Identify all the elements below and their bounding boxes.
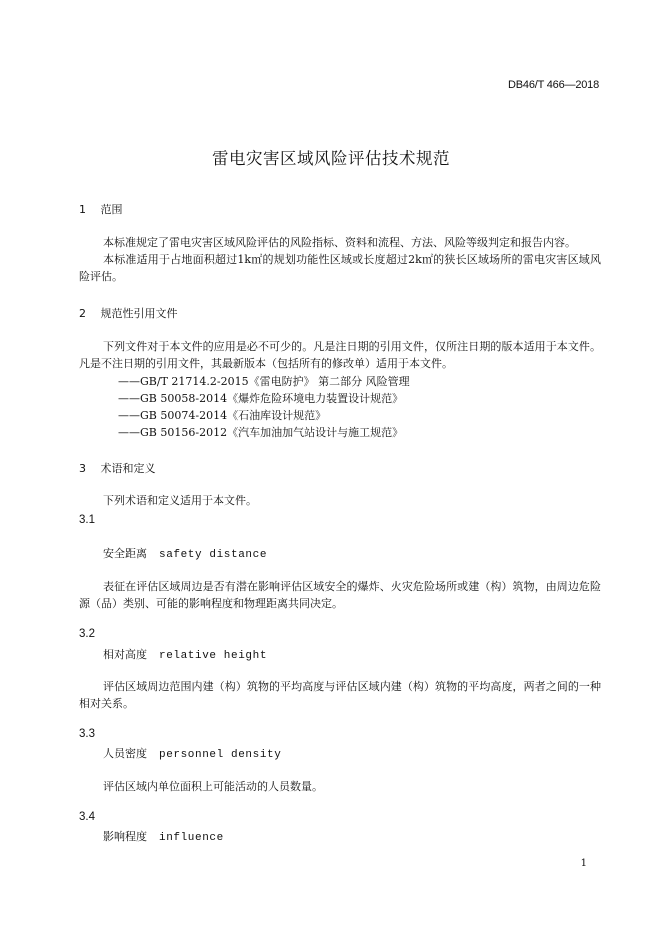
reference-item: ——GB/T 21714.2-2015《雷电防护》 第二部分 风险管理 [118, 375, 410, 388]
term-title [103, 745, 281, 761]
section-1-paragraph-2: 本标准适用于占地面积超过1k㎡的规划功能性区域或长度超过2k㎡的狭长区域场所的雷电灾害区域风险评估。 [79, 253, 601, 284]
section-title: 规范性引用文件 [100, 307, 178, 320]
term-definition: 评估区域内单位面积上可能活动的人员数量。 [103, 780, 323, 793]
section-2-heading [79, 305, 178, 321]
section-1-heading [79, 201, 123, 217]
section-number: 3 [79, 462, 86, 475]
term-chinese: 安全距离 [103, 547, 147, 560]
term-number: 3.2 [79, 628, 95, 640]
term-title [103, 646, 267, 662]
term-chinese: 影响程度 [103, 830, 147, 843]
term-english: personnel density [159, 749, 282, 761]
document-code: DB46/T 466—2018 [508, 79, 599, 91]
section-title: 范围 [100, 203, 123, 216]
term-definition: 评估区域周边范围内建（构）筑物的平均高度与评估区域内建（构）筑物的平均高度，两者之间的一种相对关系。 [79, 680, 601, 711]
reference-item: ——GB 50074-2014《石油库设计规范》 [118, 409, 327, 422]
term-number: 3.4 [79, 811, 95, 823]
term-definition: 表征在评估区域周边是否有潜在影响评估区域安全的爆炸、火灾危险场所或建（构）筑物，由周边危险源（品）类别、可能的影响程度和物理距离共同决定。 [79, 580, 601, 611]
term-chinese: 相对高度 [103, 648, 147, 661]
section-2-paragraph-1: 下列文件对于本文件的应用是必不可少的。凡是注日期的引用文件，仅所注日期的版本适用于本文件。凡是不注日期的引用文件，其最新版本（包括所有的修改单）适用于本文件。 [79, 340, 601, 371]
section-1-paragraph-1: 本标准规定了雷电灾害区域风险评估的风险指标、资料和流程、方法、风险等级判定和报告内容。 [103, 236, 576, 249]
section-number: 1 [79, 203, 86, 216]
reference-item: ——GB 50058-2014《爆炸危险环境电力装置设计规范》 [118, 392, 404, 405]
term-english: influence [159, 832, 224, 844]
term-number: 3.3 [79, 728, 95, 740]
document-title: 雷电灾害区域风险评估技术规范 [212, 149, 450, 168]
term-english: safety distance [159, 549, 268, 561]
term-title [103, 545, 267, 561]
section-3-heading [79, 460, 156, 476]
section-3-intro: 下列术语和定义适用于本文件。 [103, 494, 257, 507]
section-title: 术语和定义 [100, 462, 156, 475]
term-english: relative height [159, 650, 268, 662]
page-number: 1 [580, 858, 587, 869]
term-title [103, 828, 224, 844]
reference-item: ——GB 50156-2012《汽车加油加气站设计与施工规范》 [118, 426, 404, 439]
term-number: 3.1 [79, 514, 95, 526]
section-number: 2 [79, 307, 86, 320]
term-chinese: 人员密度 [103, 747, 147, 760]
